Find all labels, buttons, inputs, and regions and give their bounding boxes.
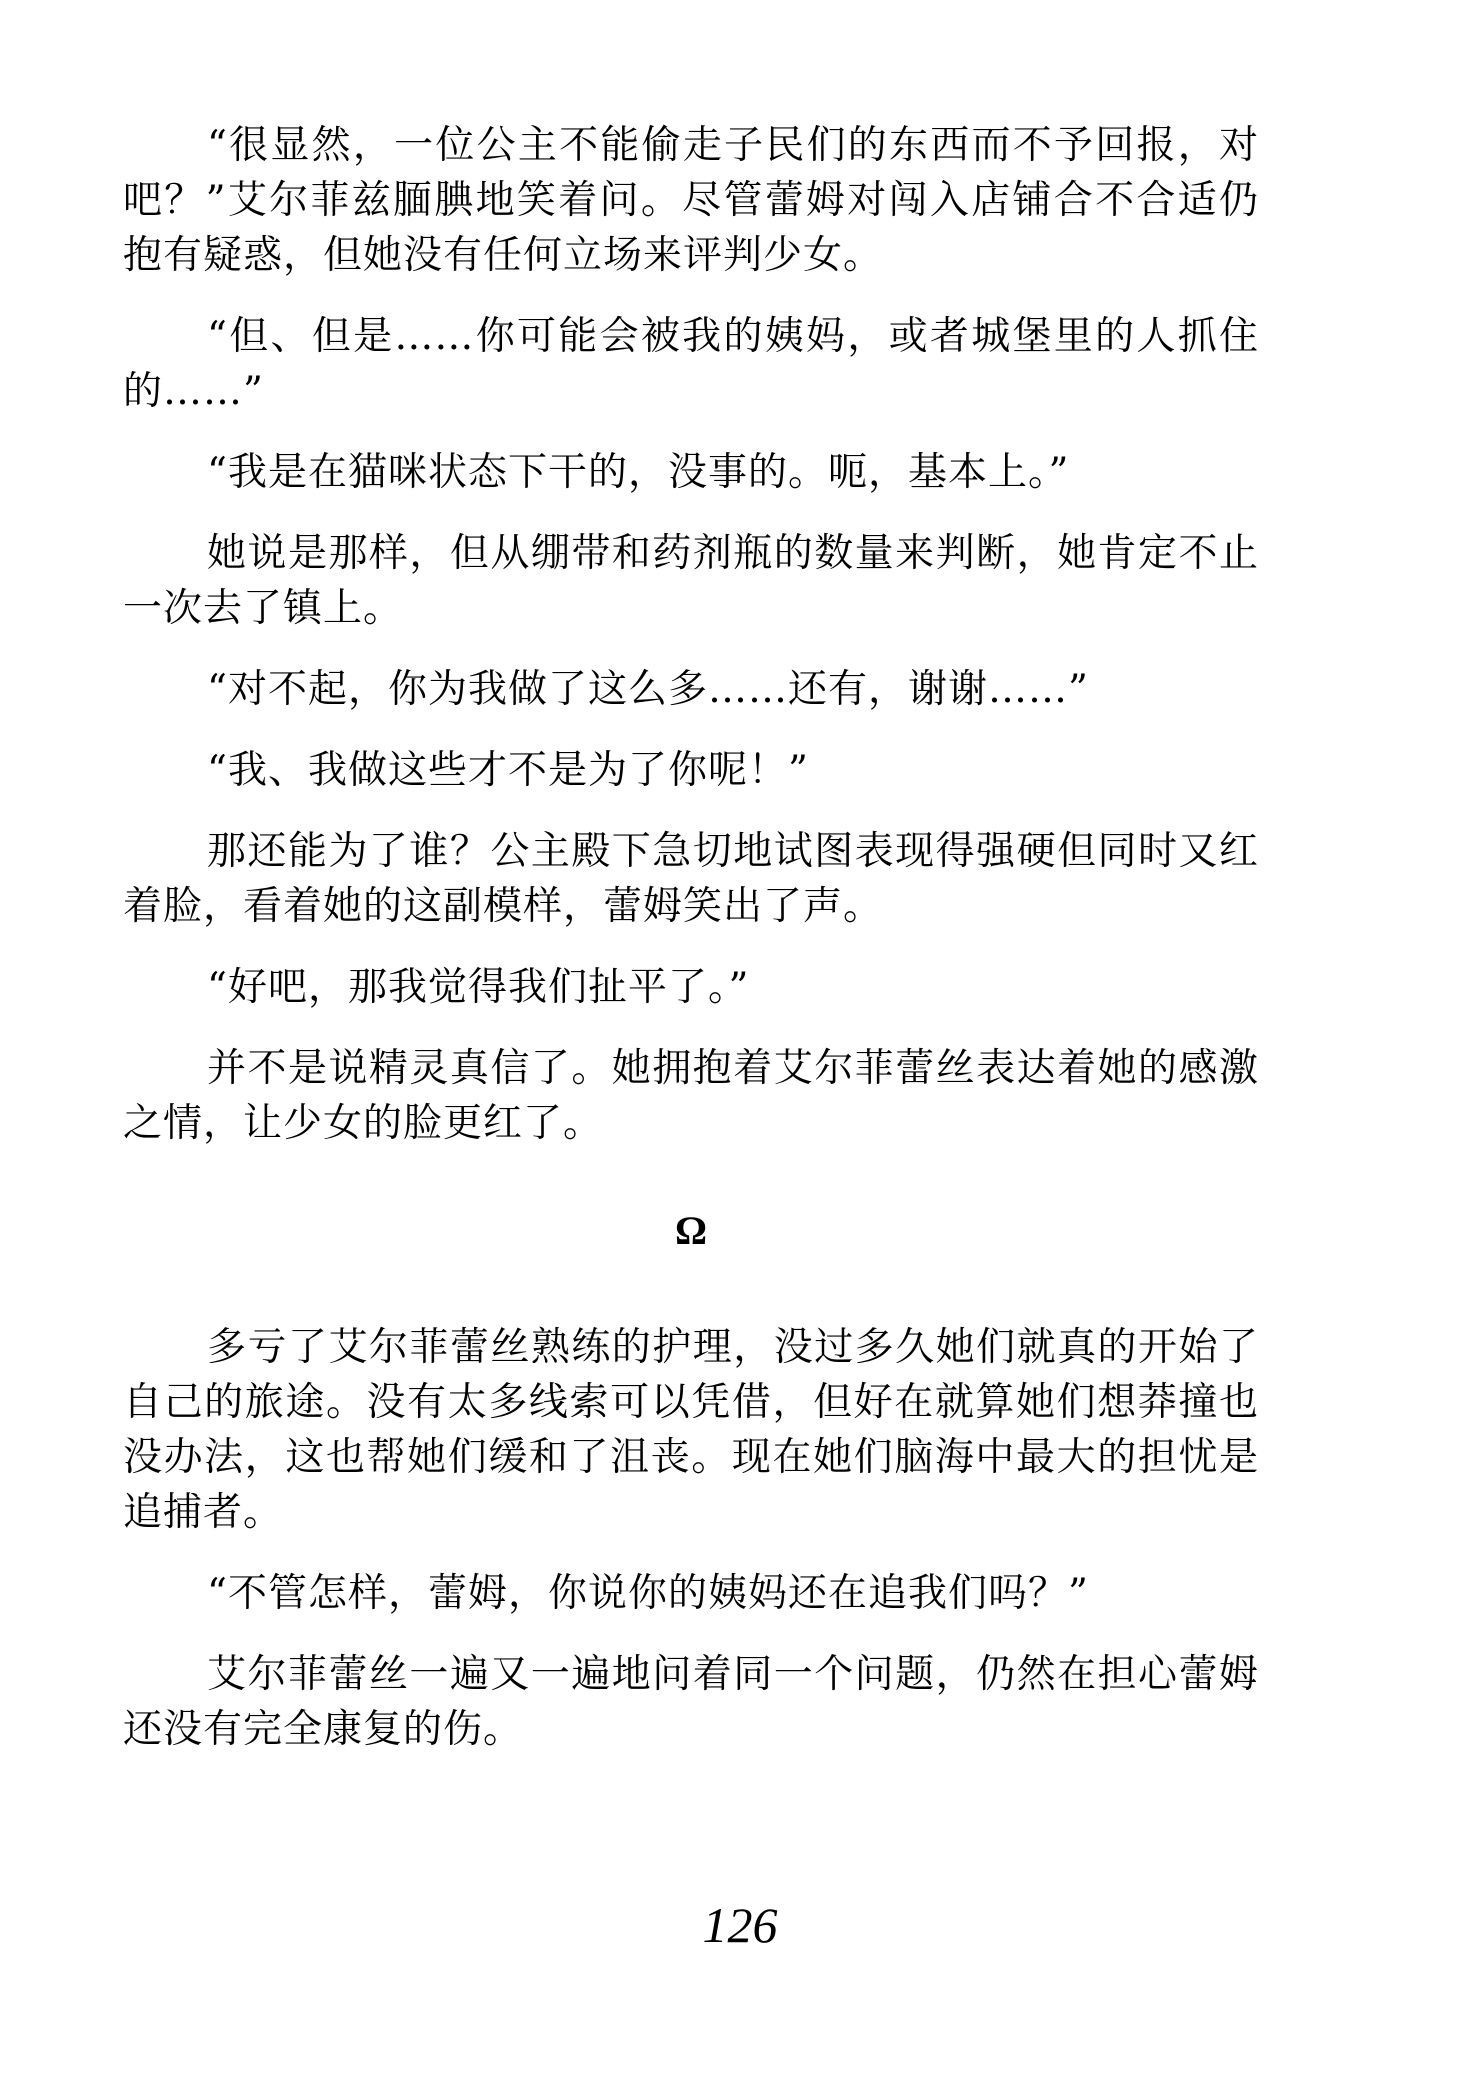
paragraph: “很显然，一位公主不能偷走子民们的东西而不予回报，对吧？”艾尔菲兹腼腆地笑着问。尽管蕾姆对闯入店铺合不合适仍抱有疑惑，但她没有任何立场来评判少女。 bbox=[123, 123, 1259, 278]
paragraph: “我是在猫咪状态下干的，没事的。呃，基本上。” bbox=[207, 450, 1070, 495]
page-number: 126 bbox=[702, 1897, 778, 1953]
paragraph: 艾尔菲蕾丝一遍又一遍地问着同一个问题，仍然在担心蕾姆还没有完全康复的伤。 bbox=[123, 1652, 1259, 1752]
paragraph: “我、我做这些才不是为了你呢！” bbox=[207, 748, 809, 793]
page-body bbox=[123, 118, 1259, 1783]
paragraph: “对不起，你为我做了这么多……还有，谢谢……” bbox=[207, 667, 1089, 712]
paragraph: “好吧，那我觉得我们扯平了。” bbox=[207, 965, 750, 1010]
paragraph: 多亏了艾尔菲蕾丝熟练的护理，没过多久她们就真的开始了自己的旅途。没有太多线索可以凭借，但好在就算她们想莽撞也没办法，这也帮她们缓和了沮丧。现在她们脑海中最大的担忧是追捕者。 bbox=[123, 1325, 1259, 1535]
paragraph: 并不是说精灵真信了。她拥抱着艾尔菲蕾丝表达着她的感激之情，让少女的脸更红了。 bbox=[123, 1046, 1259, 1146]
paragraph: 那还能为了谁？公主殿下急切地试图表现得强硬但同时又红着脸，看着她的这副模样，蕾姆笑出了声。 bbox=[123, 829, 1259, 929]
paragraph: “但、但是……你可能会被我的姨妈，或者城堡里的人抓住的……” bbox=[123, 314, 1259, 414]
section-break-symbol: Ω bbox=[674, 1208, 708, 1253]
paragraph: 她说是那样，但从绷带和药剂瓶的数量来判断，她肯定不止一次去了镇上。 bbox=[123, 531, 1259, 631]
paragraph: “不管怎样，蕾姆，你说你的姨妈还在追我们吗？” bbox=[207, 1571, 1089, 1616]
